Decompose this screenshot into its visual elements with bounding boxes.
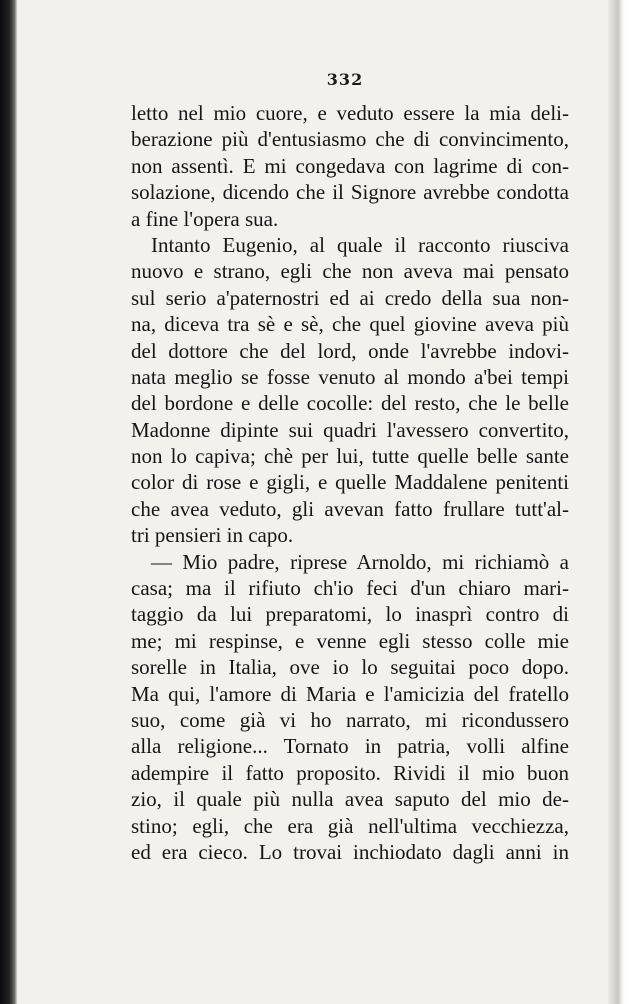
text-line: me; mi respinse, e venne egli stesso colle mie — [131, 628, 569, 653]
text-line: color di rose e gigli, e quelle Maddalene penitenti — [131, 470, 569, 495]
binding-shadow — [0, 0, 17, 1004]
text-line: nuovo e strano, egli che non aveva mai pensato — [131, 259, 569, 284]
text-line: adempire il fatto proposito. Rividi il mio buon — [131, 760, 569, 785]
text-line: non lo capiva; chè per lui, tutte quelle belle sante — [131, 444, 569, 469]
page-number: 332 — [326, 70, 364, 89]
text-line: ed era cieco. Lo trovai inchiodato dagli anni in — [131, 839, 569, 864]
text-line: non assentì. E mi congedava con lagrime di con- — [131, 153, 569, 178]
text-line: Intanto Eugenio, al quale il racconto riusciva — [151, 232, 569, 257]
text-line: na, diceva tra sè e sè, che quel giovine aveva più — [131, 312, 569, 337]
text-line: — Mio padre, riprese Arnoldo, mi richiamò a — [151, 549, 569, 574]
text-line: Ma qui, l'amore di Maria e l'amicizia del fratello — [131, 681, 569, 706]
text-line: solazione, dicendo che il Signore avrebbe condotta — [131, 180, 569, 205]
body-text — [131, 100, 569, 865]
text-line: a fine l'opera sua. — [131, 206, 279, 231]
text-line: nata meglio se fosse venuto al mondo a'bei tempi — [131, 364, 569, 389]
text-line: casa; ma il rifiuto ch'io feci d'un chiaro mari- — [131, 576, 569, 601]
text-line: stino; egli, che era già nell'ultima vecchiezza, — [131, 813, 569, 838]
text-line: sul serio a'paternostri ed ai credo della sua non- — [131, 285, 569, 310]
text-line: del bordone e delle cocolle: del resto, che le belle — [131, 391, 569, 416]
text-line: Madonne dipinte sui quadri l'avessero convertito, — [131, 417, 569, 442]
text-line: letto nel mio cuore, e veduto essere la mia deli- — [131, 101, 569, 125]
text-line: alla religione... Tornato in patria, volli alfine — [131, 734, 569, 759]
text-line: taggio da lui preparatomi, lo inasprì contro di — [131, 602, 569, 627]
text-line: berazione più d'entusiasmo che di convincimento, — [131, 127, 569, 152]
text-line: del dottore che del lord, onde l'avrebbe indovi- — [131, 338, 569, 363]
text-line: che avea veduto, gli avevan fatto frullare tutt'al- — [131, 496, 569, 521]
text-line: sorelle in Italia, ove io lo seguitai poco dopo. — [131, 655, 569, 680]
text-line: tri pensieri in capo. — [131, 523, 294, 548]
text-line: zio, il quale più nulla avea saputo del mio de- — [131, 787, 569, 812]
page-edge — [608, 0, 630, 1004]
text-line: suo, come già vi ho narrato, mi ricondussero — [131, 707, 569, 732]
